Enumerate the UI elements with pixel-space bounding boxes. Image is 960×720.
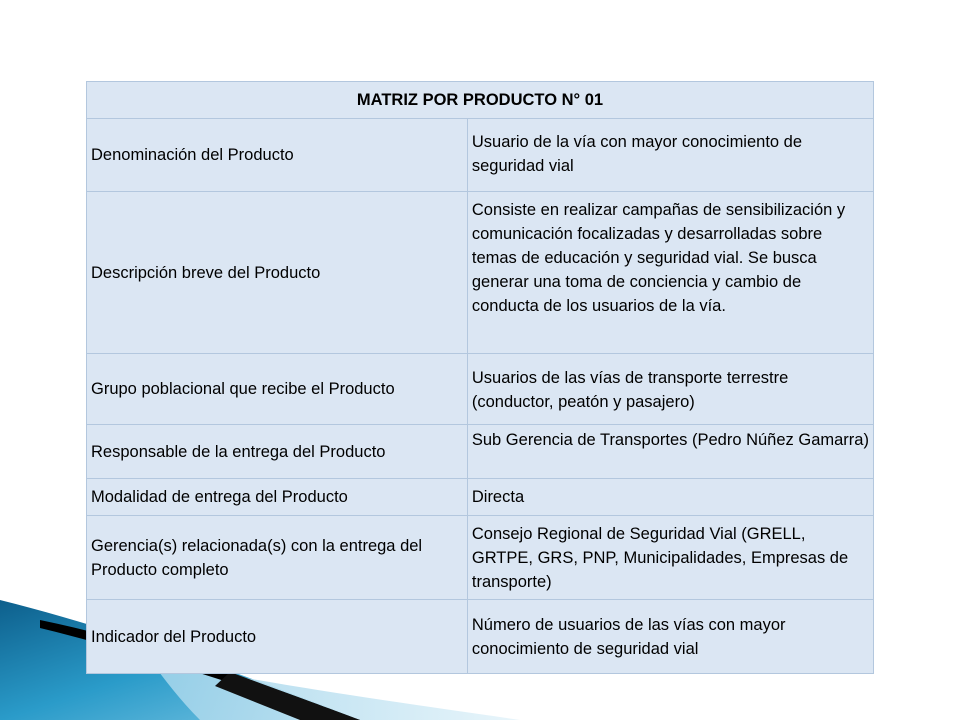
row-value: Sub Gerencia de Transportes (Pedro Núñez Gamarra) bbox=[467, 425, 873, 479]
table-row bbox=[87, 600, 874, 674]
table-row bbox=[87, 192, 874, 354]
table-row bbox=[87, 425, 874, 479]
table-row bbox=[87, 354, 874, 425]
table-row bbox=[87, 516, 874, 600]
row-label: Gerencia(s) relacionada(s) con la entrega del Producto completo bbox=[87, 516, 468, 600]
matrix-title: MATRIZ POR PRODUCTO N° 01 bbox=[87, 82, 874, 119]
row-value: Número de usuarios de las vías con mayor conocimiento de seguridad vial bbox=[467, 600, 873, 674]
row-label: Grupo poblacional que recibe el Producto bbox=[87, 354, 468, 425]
row-label: Indicador del Producto bbox=[87, 600, 468, 674]
row-label: Responsable de la entrega del Producto bbox=[87, 425, 468, 479]
row-label: Modalidad de entrega del Producto bbox=[87, 479, 468, 516]
table-row bbox=[87, 119, 874, 192]
row-label: Denominación del Producto bbox=[87, 119, 468, 192]
row-value: Usuario de la vía con mayor conocimiento de seguridad vial bbox=[467, 119, 873, 192]
row-value: Consejo Regional de Seguridad Vial (GRELL, GRTPE, GRS, PNP, Municipalidades, Empresas de transporte) bbox=[467, 516, 873, 600]
row-value: Directa bbox=[467, 479, 873, 516]
row-label: Descripción breve del Producto bbox=[87, 192, 468, 354]
row-value: Consiste en realizar campañas de sensibilización y comunicación focalizadas y desarrolladas sobre temas de educación y seguridad vial. Se busca generar una toma de conciencia y cambio de conducta de los usuarios de la vía. bbox=[467, 192, 873, 354]
table-row bbox=[87, 479, 874, 516]
product-matrix-table bbox=[86, 81, 874, 674]
matrix-title-row bbox=[87, 82, 874, 119]
row-value: Usuarios de las vías de transporte terrestre (conductor, peatón y pasajero) bbox=[467, 354, 873, 425]
